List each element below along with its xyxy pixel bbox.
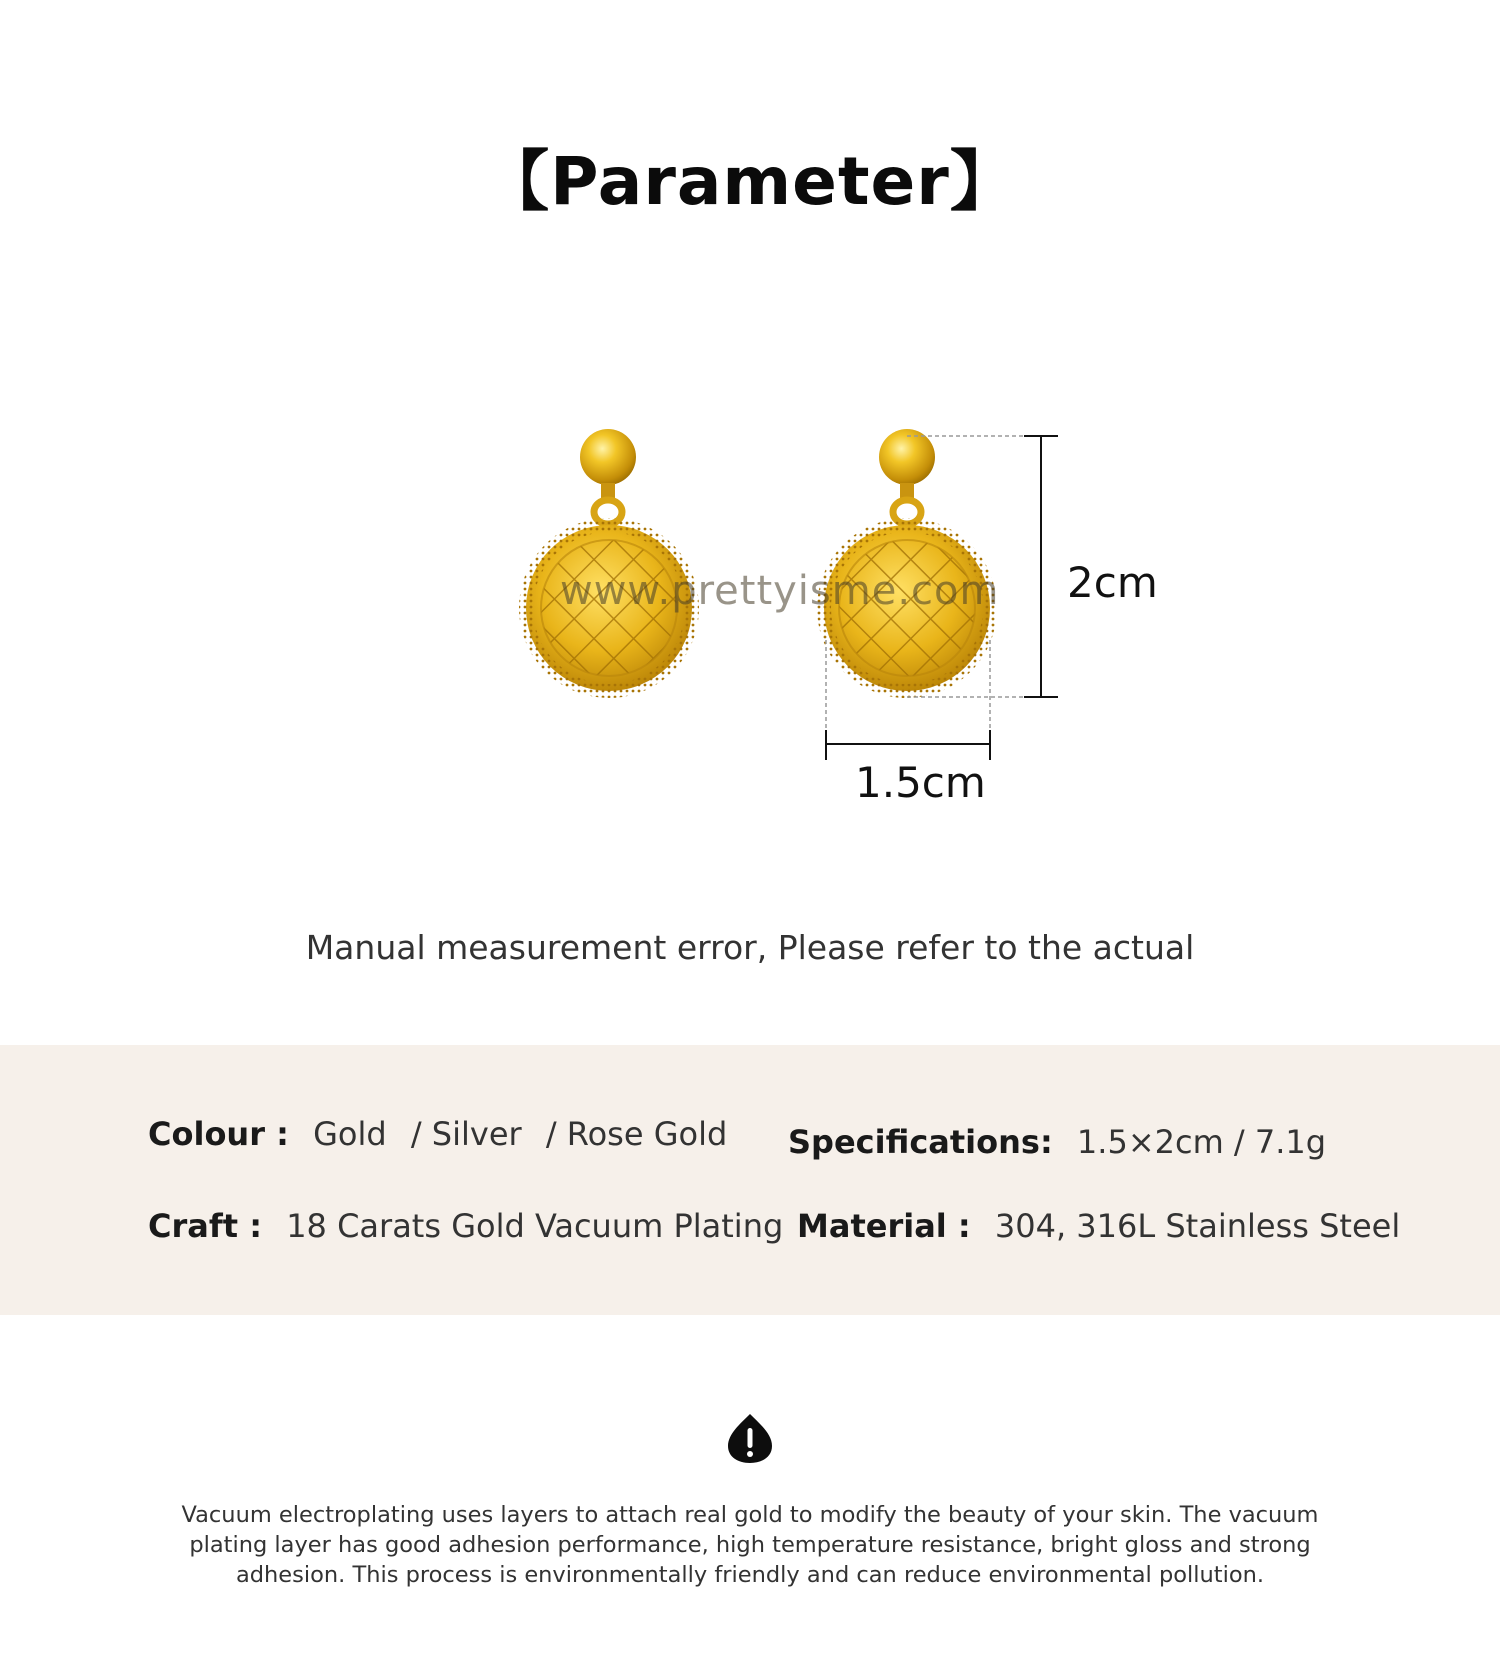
page-title: 【Parameter】 [483,143,1017,220]
width-dimension-line [826,730,990,760]
spec-colour-key: Colour : [148,1115,289,1153]
right-earring [824,429,990,691]
alert-icon [726,1412,774,1464]
spec-colour-rose-gold: / Rose Gold [545,1115,728,1153]
spec-colour-gold: Gold [313,1115,387,1153]
left-earring [526,429,692,691]
spec-specifications-key: Specifications: [788,1123,1053,1161]
height-dimension-line [1024,436,1058,697]
product-image [0,400,1500,820]
watermark: www.prettyisme.com [560,568,1000,614]
spec-craft [148,1207,783,1245]
width-label: 1.5cm [855,758,986,807]
spec-colour [148,1115,727,1153]
spec-material-key: Material : [797,1207,971,1245]
spec-craft-key: Craft : [148,1207,263,1245]
height-label: 2cm [1067,558,1158,607]
spec-colour-silver: / Silver [410,1115,522,1153]
spec-material [797,1207,1400,1245]
spec-craft-value: 18 Carats Gold Vacuum Plating [286,1207,784,1245]
spec-panel [0,1045,1500,1315]
spec-specifications-value: 1.5×2cm / 7.1g [1076,1123,1327,1161]
plating-note: Vacuum electroplating uses layers to attach real gold to modify the beauty of your skin. The vacuum plating layer has good adhesion performance, high temperature resistance, bright gloss and strong adhesion. This process is environmentally friendly and can reduce environmental pollution. [181,1502,1319,1588]
measurement-disclaimer: Manual measurement error, Please refer to the actual [305,928,1195,967]
spec-specifications [788,1123,1326,1161]
spec-material-value: 304, 316L Stainless Steel [994,1207,1401,1245]
